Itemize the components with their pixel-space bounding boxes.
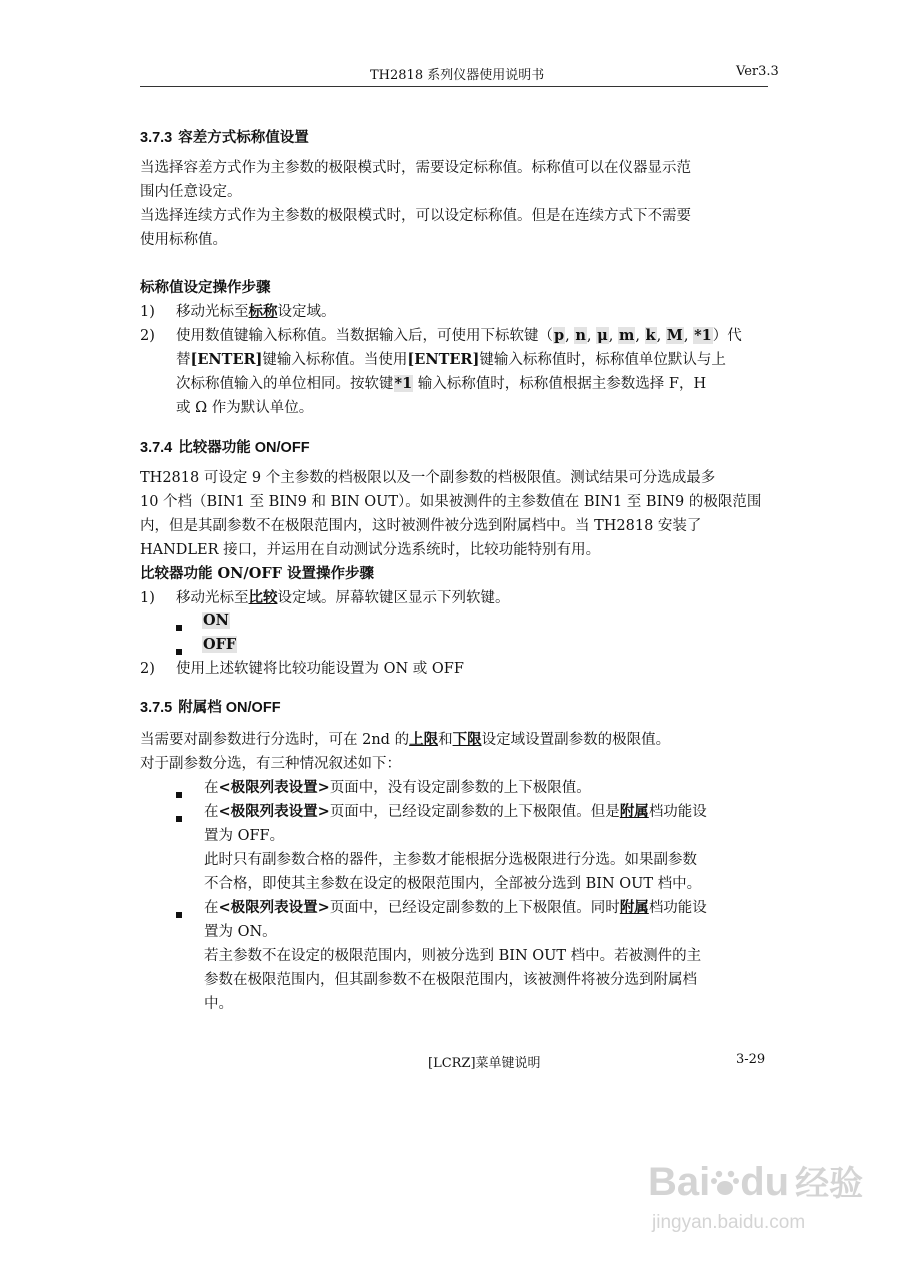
section-number: 3.7.4 <box>140 440 173 456</box>
field-name: 标称 <box>248 303 278 320</box>
page-name: <极限列表设置> <box>218 779 330 796</box>
step-number: 1) <box>140 590 155 606</box>
page-name: <极限列表设置> <box>218 899 330 916</box>
list-item-line: 置为 ON。 <box>204 924 277 940</box>
header-version: Ver3.3 <box>736 64 779 79</box>
list-item-line: 置为 OFF。 <box>204 828 285 844</box>
paragraph-line: 当需要对副参数进行分选时，可在 2nd 的上限和下限设定域设置副参数的极限值。 <box>140 731 671 748</box>
softkey-unit: n <box>575 327 586 344</box>
paragraph-line: 内，但是其副参数不在极限范围内，这时被测件被分选到附属档中。当 TH2818 安装了 <box>140 518 702 534</box>
bullet-square-icon <box>176 616 182 635</box>
step-text: 次标称值输入的单位相同。按软键*1 输入标称值时，标称值根据主参数选择 F，H <box>176 375 707 392</box>
softkey-unit: μ <box>597 327 608 344</box>
enter-key: [ENTER] <box>190 351 263 368</box>
step-number: 2) <box>140 661 155 677</box>
paw-icon <box>710 1167 740 1197</box>
section-373-heading <box>140 126 309 147</box>
bullet-square-icon <box>176 807 182 826</box>
step-text: 使用数值键输入标称值。当数据输入后，可使用下标软键（p, n, μ, m, k, M, *1）代 <box>176 327 742 344</box>
list-item-line: 中。 <box>204 996 233 1012</box>
step-text: 或 Ω 作为默认单位。 <box>176 400 314 416</box>
softkey-unit: k <box>645 327 656 344</box>
section-number: 3.7.3 <box>140 130 173 146</box>
section-375-heading <box>140 696 281 717</box>
list-item: 在<极限列表设置>页面中，没有设定副参数的上下极限值。 <box>204 779 591 796</box>
softkey-unit: *1 <box>394 375 413 392</box>
list-item: 在<极限列表设置>页面中，已经设定副参数的上下极限值。但是附属档功能设 <box>204 803 707 820</box>
list-item-line: 参数在极限范围内，但其副参数不在极限范围内，该被测件将被分选到附属档 <box>204 972 697 988</box>
paragraph-line: 围内任意设定。 <box>140 184 242 200</box>
header-title: TH2818 系列仪器使用说明书 <box>370 68 545 83</box>
section-title: 容差方式标称值设置 <box>178 130 309 146</box>
list-item-line: 此时只有副参数合格的器件，主参数才能根据分选极限进行分选。如果副参数 <box>204 852 697 868</box>
softkey-unit: M <box>666 327 683 344</box>
field-name: 附属 <box>619 803 649 820</box>
field-name: 下限 <box>452 731 482 748</box>
softkey-unit: m <box>618 327 635 344</box>
section-title: 比较器功能 ON/OFF <box>178 440 310 456</box>
baidu-jingyan-watermark: Bai du 经验 jingyan.baidu.com <box>648 1160 864 1233</box>
enter-key: [ENTER] <box>407 351 480 368</box>
step-text: 替[ENTER]键输入标称值。当使用[ENTER]键输入标称值时，标称值单位默认与上 <box>176 351 726 368</box>
paragraph-line: 对于副参数分选，有三种情况叙述如下： <box>140 756 401 772</box>
paragraph-line: 当选择容差方式作为主参数的极限模式时，需要设定标称值。标称值可以在仪器显示范 <box>140 160 691 176</box>
step-text: 移动光标至比较设定域。屏幕软键区显示下列软键。 <box>176 589 510 606</box>
list-item-line: 若主参数不在设定的极限范围内，则被分选到 BIN OUT 档中。若被测件的主 <box>204 948 702 964</box>
footer-title: [LCRZ]菜单键说明 <box>428 1056 541 1071</box>
step-text: 使用上述软键将比较功能设置为 ON 或 OFF <box>176 661 464 677</box>
field-name: 附属 <box>619 899 649 916</box>
paragraph-line: HANDLER 接口，并运用在自动测试分选系统时，比较功能特别有用。 <box>140 542 601 558</box>
paragraph-line: 当选择连续方式作为主参数的极限模式时，可以设定标称值。但是在连续方式下不需要 <box>140 208 691 224</box>
page-number: 3-29 <box>736 1052 766 1067</box>
steps-title: 比较器功能 ON/OFF 设置操作步骤 <box>140 565 374 582</box>
paragraph-line: 10 个档（BIN1 至 BIN9 和 BIN OUT）。如果被测件的主参数值在 BIN1 至 BIN9 的极限范围 <box>140 494 762 510</box>
list-item-line: 不合格，即使其主参数在设定的极限范围内，全部被分选到 BIN OUT 档中。 <box>204 876 702 892</box>
paragraph-line: 使用标称值。 <box>140 232 227 248</box>
softkey-off: OFF <box>203 636 237 653</box>
page-name: <极限列表设置> <box>218 803 330 820</box>
section-number: 3.7.5 <box>140 700 173 716</box>
step-text: 移动光标至标称设定域。 <box>176 303 336 320</box>
step-number: 2) <box>140 328 155 344</box>
list-item: 在<极限列表设置>页面中，已经设定副参数的上下极限值。同时附属档功能设 <box>204 899 707 916</box>
paragraph-line: TH2818 可设定 9 个主参数的档极限以及一个副参数的档极限值。测试结果可分选成最多 <box>140 470 716 486</box>
bullet-square-icon <box>176 783 182 802</box>
field-name: 上限 <box>409 731 439 748</box>
steps-title: 标称值设定操作步骤 <box>140 279 271 296</box>
section-374-heading <box>140 436 310 457</box>
section-title: 附属档 ON/OFF <box>178 700 281 716</box>
field-name: 比较 <box>248 589 278 606</box>
step-number: 1) <box>140 304 155 320</box>
header-divider <box>140 86 768 87</box>
softkey-unit: p <box>554 327 565 344</box>
bullet-square-icon <box>176 903 182 922</box>
softkey-unit: *1 <box>694 327 712 344</box>
softkey-on: ON <box>203 612 229 629</box>
